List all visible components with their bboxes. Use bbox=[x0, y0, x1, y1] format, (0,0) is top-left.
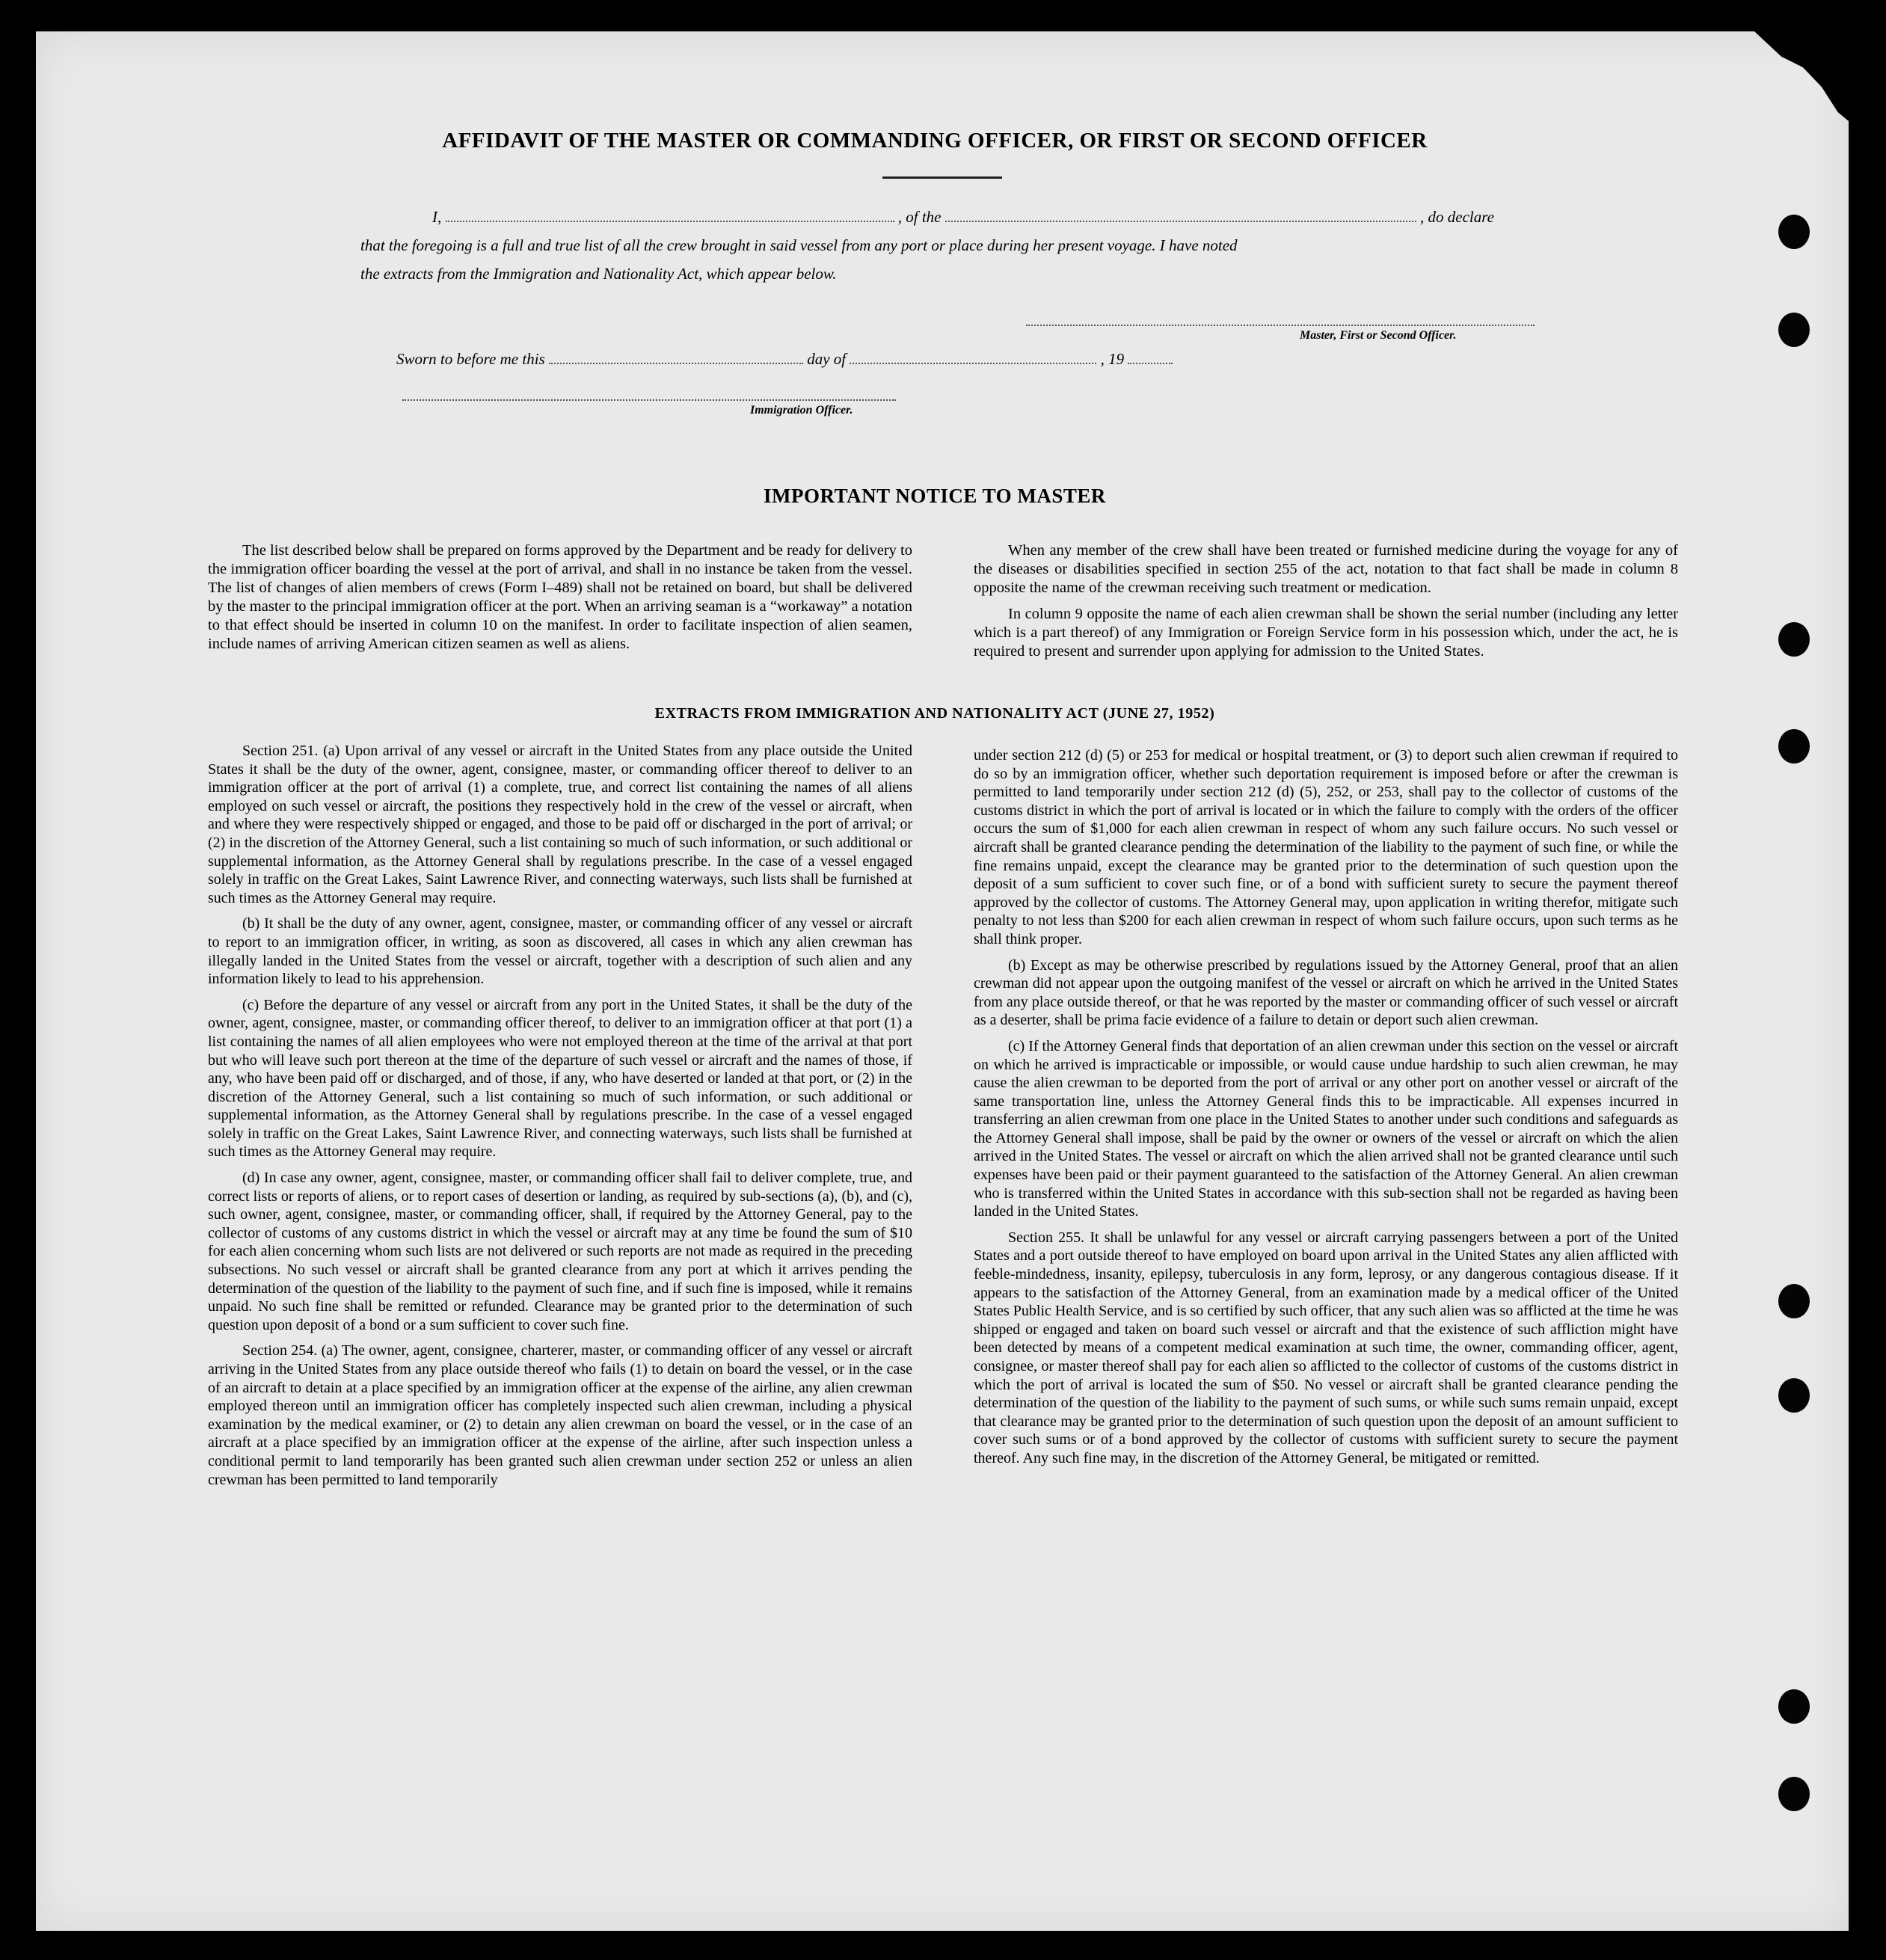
year-prefix-text: , 19 bbox=[1100, 350, 1125, 368]
immigration-officer-label: Immigration Officer. bbox=[750, 404, 853, 417]
torn-corner bbox=[1714, 31, 1849, 121]
master-signature-label: Master, First or Second Officer. bbox=[1300, 329, 1457, 342]
declaration-line bbox=[432, 208, 1494, 227]
notice-right-column bbox=[974, 541, 1678, 669]
sworn-line bbox=[396, 350, 1173, 369]
affidavit-title: AFFIDAVIT OF THE MASTER OR COMMANDING OFFICER, OR FIRST OR SECOND OFFICER bbox=[442, 129, 1428, 153]
declaration-text-line2: that the foregoing is a full and true list of all the crew brought in said vessel from any port or place during her present voyage. I have noted bbox=[360, 236, 1238, 254]
immigration-officer-signature-line[interactable] bbox=[402, 399, 896, 401]
declaration-text-line3: the extracts from the Immigration and Nationality Act, which appear below. bbox=[360, 265, 837, 283]
section-255: Section 255. It shall be unlawful for any vessel or aircraft carrying passengers between a port of the United States and a port outside thereof to have employed on board upon arrival in the United States any alien afflicted with feeble-mindedness, insanity, epilepsy, tuberculosis in any form, leprosy, or any dangerous contagious disease. If it appears to the satisfaction of the Attorney General, from an examination made by a medical officer of the United States Public Health Service, and is so certified by such officer, that any such alien was so afflicted at the time he was shipped or engaged and taken on board such vessel or aircraft and that the existence of such affliction might have been detected by means of a competent medical examination at such time, the owner, commanding officer, agent, consignee, or master thereof shall pay for each alien so afflicted to the collector of customs of the customs district in which the port of arrival is located the sum of $50. No vessel or aircraft shall be granted clearance pending the determination of the question of the liability to the payment of such sums, or while such sums remain unpaid, except that clearance may be granted prior to the determination of such question upon the deposit of an amount sufficient to cover such sums or of a bond approved by the collector of customs with sufficient surety to secure the payment thereof. Any such fine may, in the discretion of the Attorney General, be mitigated or remitted. bbox=[974, 1229, 1678, 1466]
sworn-month-field[interactable] bbox=[850, 352, 1096, 364]
binder-hole bbox=[1778, 622, 1810, 657]
section-251-d: (d) In case any owner, agent, consignee, master, or commanding officer shall fail to deliver complete, true, and correct lists or reports of aliens, or to report cases of desertion or landing, as required by sub-sections (a), (b), and (c), such owner, agent, consignee, master, or commanding officer, shall, if required by the Attorney General, pay to the collector of customs of any customs district in which the vessel or aircraft may at any time be found the sum of $10 for each alien concerning whom such lists are not delivered or such reports are not made as required in the preceding subsections. No such vessel or aircraft shall be granted clearance from any port at which it arrives pending the determination of the question of the liability to the payment of such fine, and if such fine is imposed, while it remains unpaid. No such fine shall be remitted or refunded. Clearance may be granted prior to the determination of such question upon deposit of a bond or a sum sufficient to cover such fine. bbox=[208, 1170, 912, 1333]
section-254-a: Section 254. (a) The owner, agent, consignee, charterer, master, or commanding officer of any vessel or aircraft arriving in the United States from any place outside thereof who fails (1) to detain on board the vessel, or in the case of an aircraft to detain at a place specified by an immigration officer at the expense of the airline, any alien crewman employed thereon until an immigration officer has completely inspected such alien crewman, including a physical examination by the medical examiner, or (2) to detain any alien crewman on board the vessel, or in the case of an aircraft at a place specified by an immigration officer at the expense of the airline, after such inspection unless a conditional permit to land temporarily has been granted such alien crewman under section 252 or unless an alien crewman has been permitted to land temporarily bbox=[208, 1342, 912, 1488]
section-254-b: (b) Except as may be otherwise prescribed by regulations issued by the Attorney General, proof that an alien crewman did not appear upon the outgoing manifest of the vessel or aircraft on which he arrived in the United States from any place outside thereof, or that he was reported by the master or commanding officer of such vessel or aircraft as a deserter, shall be prima facie evidence of a failure to detain or deport such alien crewman. bbox=[974, 956, 1678, 1029]
binder-hole bbox=[1778, 729, 1810, 764]
notice-title: IMPORTANT NOTICE TO MASTER bbox=[764, 485, 1106, 507]
binder-hole bbox=[1778, 1689, 1810, 1724]
notice-right-paragraph-1: When any member of the crew shall have been treated or furnished medicine during the voyage for any of the diseases or disabilities specified in section 255 of the act, notation to that fact shall be made in column 8 opposite the name of the crewman receiving such treatment or medication. bbox=[974, 542, 1678, 596]
declarant-prefix: I, bbox=[432, 208, 442, 226]
binder-hole bbox=[1778, 313, 1810, 347]
sworn-text: Sworn to before me this bbox=[396, 350, 545, 368]
section-254-a-continued: under section 212 (d) (5) or 253 for medical or hospital treatment, or (3) to deport such alien crewman if required to do so by an immigration officer, whether such deportation requirement is imposed before or after the crewman is permitted to land temporarily under section 212 (d) (5), 252, or 253, shall pay to the collector of customs of the customs district in which the port of arrival is located or in which the failure to comply with the orders of the officer occurs the sum of $1,000 for each alien crewman in respect of whom any such failure occurs. No such vessel or aircraft shall be granted clearance pending the determination of the liability to the payment of such fine, or while the fine remains unpaid, except the clearance may be granted prior to the determination of such question upon the deposit of a sum sufficient to cover such fine, or of a bond with sufficient surety to secure the payment thereof approved by the collector of customs. The Attorney General may, upon application in writing therefor, mitigate such penalty to not less than $200 for each alien crewman in respect of whom such failure occurs, upon such terms as he shall think proper. bbox=[974, 747, 1678, 947]
notice-left-paragraph: The list described below shall be prepared on forms approved by the Department and be ready for delivery to the immigration officer boarding the vessel at the port of arrival, and shall in no instance be taken from the vessel. The list of changes of alien members of crews (Form I–489) shall not be retained on board, but shall be delivered by the master to the principal immigration officer at the port. When an arriving seaman is a “workaway” a notation to that effect should be inserted in column 10 on the manifest. In order to facilitate inspection of alien seamen, include names of arriving American citizen seamen as well as aliens. bbox=[208, 542, 912, 652]
binder-hole bbox=[1778, 1378, 1810, 1413]
of-the-text: , of the bbox=[897, 208, 942, 226]
declarant-name-field[interactable] bbox=[446, 210, 894, 222]
section-251-a: Section 251. (a) Upon arrival of any vessel or aircraft in the United States from any place outside the United States it shall be the duty of the owner, agent, consignee, master, or commanding officer thereof to deliver to an immigration officer at the port of arrival (1) a complete, true, and correct list containing the names of all aliens employed on such vessel or aircraft, the positions they respectively hold in the crew of the vessel or aircraft, when and where they were respectively shipped or engaged, and those to be paid off or discharged in the port of arrival; or (2) in the discretion of the Attorney General, such a list containing so much of such information, or such additional or supplemental information, as the Attorney General shall by regulations prescribe. In the case of a vessel engaged solely in traffic on the Great Lakes, Saint Lawrence River, and connecting waterways, such lists shall be furnished at such times as the Attorney General may require. bbox=[208, 743, 912, 906]
extracts-right-column bbox=[974, 746, 1678, 1475]
notice-left-column bbox=[208, 541, 912, 661]
extracts-title: EXTRACTS FROM IMMIGRATION AND NATIONALITY ACT (JUNE 27, 1952) bbox=[654, 705, 1215, 722]
title-rule bbox=[882, 176, 1002, 179]
section-254-c: (c) If the Attorney General finds that deportation of an alien crewman under this section on the vessel or aircraft on which he arrived is impracticable or impossible, or would cause undue hardship to such alien crewman, he may cause the alien crewman to be deported from the port of arrival or any other port on another vessel or aircraft of the same transportation line, unless the Attorney General finds this to be impracticable. All expenses incurred in transferring an alien crewman from one place in the United States to another under such conditions and safeguards as the Attorney General shall impose, shall be paid by the owner or owners of the vessel or aircraft on which the alien arrived in the United States. The vessel or aircraft on which the alien arrived shall not be granted clearance until such expenses have been paid or their payment guaranteed to the satisfaction of the Attorney General. An alien crewman who is transferred within the United States in accordance with this sub-section shall not be regarded as having been landed in the United States. bbox=[974, 1037, 1678, 1220]
binder-hole bbox=[1778, 1284, 1810, 1318]
do-declare-text: , do declare bbox=[1420, 208, 1494, 226]
day-of-text: day of bbox=[807, 350, 847, 368]
section-251-c: (c) Before the departure of any vessel or aircraft from any port in the United States, it shall be the duty of the owner, agent, consignee, master, or commanding officer thereof, to deliver to an immigration officer at that port (1) a list containing the names of all alien employees who were not employed thereon at the time of the arrival at that port but who will leave such port thereon at the time of the departure of such vessel or aircraft and the names of those, if any, who have been paid off or discharged, and of those, if any, who have deserted or landed at that port, or (2) in the discretion of the Attorney General, such a list containing so much of such information, or such additional or supplemental information, as the Attorney General shall by regulations prescribe. In the case of a vessel engaged solely in traffic on the Great Lakes, Saint Lawrence River, and connecting waterways, such lists shall be furnished at such times as the Attorney General may require. bbox=[208, 996, 912, 1161]
master-signature-line[interactable] bbox=[1026, 325, 1535, 326]
binder-hole bbox=[1778, 215, 1810, 249]
notice-right-paragraph-2: In column 9 opposite the name of each alien crewman shall be shown the serial number (including any letter which is a part thereof) of any Immigration or Foreign Service form in his possession which, under the act, he is required to present and surrender upon applying for admission to the United States. bbox=[974, 606, 1678, 660]
extracts-left-column bbox=[208, 742, 912, 1496]
section-251-b: (b) It shall be the duty of any owner, agent, consignee, master, or commanding officer of any vessel or aircraft to report to an immigration officer, in writing, as soon as discovered, all cases in which any alien crewman has illegally landed in the United States from the vessel or aircraft, together with a description of such alien and any information likely to lead to his apprehension. bbox=[208, 915, 912, 988]
sworn-year-field[interactable] bbox=[1128, 352, 1173, 364]
sworn-day-field[interactable] bbox=[549, 352, 803, 364]
vessel-name-field[interactable] bbox=[945, 210, 1416, 222]
binder-hole bbox=[1778, 1777, 1810, 1811]
